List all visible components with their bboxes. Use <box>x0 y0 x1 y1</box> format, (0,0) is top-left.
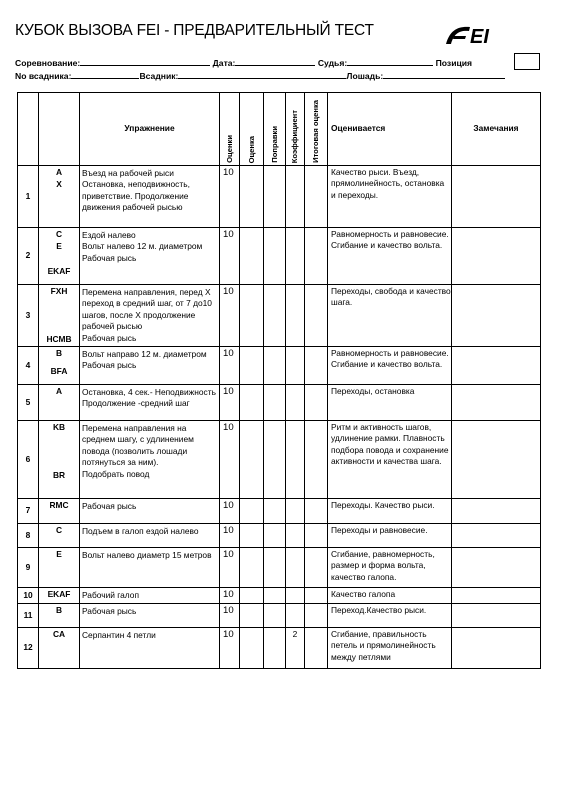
row-max-mark: 10 <box>220 166 240 228</box>
row-final-cell[interactable] <box>305 604 328 628</box>
exercise-line: Перемена направления, перед X переход в средний шаг, от 7 до10 шагов, после X продолжение рабочей рысью <box>82 287 212 332</box>
row-evaluated: Качество галопа <box>328 588 452 604</box>
marks-header: Оценки <box>220 93 240 166</box>
exercise-line: Рабочая рысь <box>82 501 137 511</box>
row-remarks-cell[interactable] <box>452 347 541 385</box>
arena-letter: EKAF <box>47 589 71 599</box>
row-final-cell[interactable] <box>305 385 328 421</box>
row-final-cell[interactable] <box>305 588 328 604</box>
row-mark-cell[interactable] <box>240 604 264 628</box>
row-correction-cell[interactable] <box>264 166 286 228</box>
row-correction-cell[interactable] <box>264 421 286 499</box>
row-evaluated: Равномерность и равновесие. Сгибание и качество вольта. <box>328 228 452 285</box>
row-final-cell[interactable] <box>305 548 328 588</box>
row-max-mark: 10 <box>220 347 240 385</box>
row-letters <box>39 421 80 499</box>
row-correction-cell[interactable] <box>264 499 286 524</box>
arena-letter: C <box>55 525 63 535</box>
row-letters <box>39 588 80 604</box>
table-row <box>18 588 541 604</box>
arena-letter: EKAF <box>47 265 71 276</box>
row-exercise <box>80 524 220 548</box>
row-correction-cell[interactable] <box>264 588 286 604</box>
table-row <box>18 421 541 499</box>
row-exercise <box>80 499 220 524</box>
row-max-mark: 10 <box>220 421 240 499</box>
num-header <box>18 93 39 166</box>
table-row <box>18 385 541 421</box>
exercise-line: Въезд на рабочей рыси <box>82 168 174 178</box>
row-evaluated: Переходы, остановка <box>328 385 452 421</box>
row-final-cell[interactable] <box>305 524 328 548</box>
arena-letter: E <box>56 549 62 559</box>
arena-letter: A <box>55 386 63 396</box>
row-letters <box>39 628 80 669</box>
row-number: 10 <box>18 588 39 604</box>
coefficient-header: Коэффициент <box>286 93 305 166</box>
row-letters <box>39 228 80 285</box>
row-exercise <box>80 228 220 285</box>
row-remarks-cell[interactable] <box>452 499 541 524</box>
row-coefficient <box>286 228 305 285</box>
horse-label: Лошадь: <box>346 71 384 81</box>
row-letters <box>39 524 80 548</box>
row-evaluated: Переход.Качество рыси. <box>328 604 452 628</box>
row-number: 2 <box>18 228 39 285</box>
row-remarks-cell[interactable] <box>452 524 541 548</box>
row-evaluated: Сгибание, правильность петель и прямолинейность между петлями <box>328 628 452 669</box>
exercise-line: Вольт налево 12 м. диаметром <box>82 241 203 252</box>
exercise-line: Вольт налево диаметр 15 метров <box>82 550 212 560</box>
row-evaluated: Переходы, свобода и качество шага. <box>328 285 452 347</box>
row-letters <box>39 385 80 421</box>
row-number: 6 <box>18 421 39 499</box>
exercise-line: Рабочая рысь <box>82 252 137 263</box>
row-max-mark: 10 <box>220 628 240 669</box>
arena-letter: E <box>56 241 62 252</box>
row-final-cell[interactable] <box>305 285 328 347</box>
row-correction-cell[interactable] <box>264 347 286 385</box>
row-letters <box>39 166 80 228</box>
row-number: 12 <box>18 628 39 669</box>
row-number: 7 <box>18 499 39 524</box>
score-table <box>17 92 541 669</box>
row-coefficient <box>286 166 305 228</box>
row-coefficient <box>286 588 305 604</box>
row-number: 5 <box>18 385 39 421</box>
row-remarks-cell[interactable] <box>452 228 541 285</box>
row-coefficient <box>286 604 305 628</box>
row-final-cell[interactable] <box>305 166 328 228</box>
letters-header <box>39 93 80 166</box>
row-mark-cell[interactable] <box>240 628 264 669</box>
position-label: Позиция <box>435 58 473 68</box>
row-final-cell[interactable] <box>305 421 328 499</box>
row-exercise <box>80 166 220 228</box>
table-row <box>18 628 541 669</box>
row-correction-cell[interactable] <box>264 385 286 421</box>
header-line-1 <box>15 57 472 68</box>
fei-logo-icon <box>440 24 515 46</box>
exercise-line: Подъем в галоп ездой налево <box>82 526 199 536</box>
arena-letter: BFA <box>50 366 68 377</box>
row-letters <box>39 285 80 347</box>
exercise-line: Рабочая рысь <box>82 360 137 371</box>
date-field[interactable] <box>235 57 315 66</box>
row-coefficient <box>286 421 305 499</box>
rider-field[interactable] <box>178 70 346 79</box>
row-max-mark: 10 <box>220 524 240 548</box>
row-exercise <box>80 285 220 347</box>
row-correction-cell[interactable] <box>264 548 286 588</box>
row-exercise <box>80 421 220 499</box>
row-exercise <box>80 588 220 604</box>
row-exercise <box>80 604 220 628</box>
row-remarks-cell[interactable] <box>452 628 541 669</box>
svg-text:EI: EI <box>470 26 489 46</box>
page-title: КУБОК ВЫЗОВА FEI - ПРЕДВАРИТЕЛЬНЫЙ ТЕСТ <box>15 22 374 39</box>
date-label: Дата: <box>212 58 236 68</box>
row-exercise <box>80 548 220 588</box>
row-coefficient <box>286 347 305 385</box>
exercise-line: Рабочий галоп <box>82 590 139 600</box>
row-number: 9 <box>18 548 39 588</box>
arena-letter: RMC <box>49 500 69 510</box>
row-number: 4 <box>18 347 39 385</box>
mark-header: Оценка <box>240 93 264 166</box>
table-header-row <box>18 93 541 166</box>
row-letters <box>39 499 80 524</box>
row-mark-cell[interactable] <box>240 588 264 604</box>
arena-letter: HCMB <box>46 334 72 345</box>
arena-letter: BR <box>52 470 66 481</box>
row-final-cell[interactable] <box>305 628 328 669</box>
row-correction-cell[interactable] <box>264 524 286 548</box>
exercise-line: Остановка, 4 сек.- Неподвижность <box>82 387 216 397</box>
row-mark-cell[interactable] <box>240 285 264 347</box>
arena-letter: C <box>55 229 63 239</box>
row-coefficient <box>286 524 305 548</box>
row-max-mark: 10 <box>220 285 240 347</box>
table-row <box>18 228 541 285</box>
row-remarks-cell[interactable] <box>452 588 541 604</box>
arena-letter: X <box>56 179 62 190</box>
header-line-2 <box>15 70 505 81</box>
arena-letter: FXH <box>50 286 68 296</box>
exercise-line: Перемена направления на среднем шагу, с удлинением повода (позволить лошади потянуться за ним). <box>82 423 194 468</box>
row-coefficient <box>286 285 305 347</box>
row-mark-cell[interactable] <box>240 385 264 421</box>
row-exercise <box>80 628 220 669</box>
rider-no-label: No всадника: <box>15 71 72 81</box>
row-max-mark: 10 <box>220 548 240 588</box>
row-letters <box>39 604 80 628</box>
row-max-mark: 10 <box>220 588 240 604</box>
row-evaluated: Переходы и равновесие. <box>328 524 452 548</box>
row-mark-cell[interactable] <box>240 548 264 588</box>
row-correction-cell[interactable] <box>264 228 286 285</box>
final-header: Итоговая оценка <box>305 93 328 166</box>
row-coefficient <box>286 499 305 524</box>
position-box[interactable] <box>514 53 540 70</box>
row-remarks-cell[interactable] <box>452 548 541 588</box>
arena-letter: KB <box>52 422 66 432</box>
row-mark-cell[interactable] <box>240 499 264 524</box>
row-mark-cell[interactable] <box>240 421 264 499</box>
row-remarks-cell[interactable] <box>452 166 541 228</box>
row-final-cell[interactable] <box>305 228 328 285</box>
competition-field[interactable] <box>80 57 210 66</box>
judge-field[interactable] <box>347 57 433 66</box>
row-exercise <box>80 347 220 385</box>
exercise-line: Остановка, неподвижность, приветствие. Продолжение движения рабочей рысью <box>82 179 190 213</box>
row-coefficient: 2 <box>286 628 305 669</box>
row-mark-cell[interactable] <box>240 347 264 385</box>
exercise-line: Рабочая рысь <box>82 606 137 616</box>
row-correction-cell[interactable] <box>264 628 286 669</box>
row-number: 11 <box>18 604 39 628</box>
exercise-line: Серпантин 4 петли <box>82 630 156 640</box>
row-max-mark: 10 <box>220 228 240 285</box>
row-remarks-cell[interactable] <box>452 421 541 499</box>
row-remarks-cell[interactable] <box>452 285 541 347</box>
row-number: 8 <box>18 524 39 548</box>
row-exercise <box>80 385 220 421</box>
row-mark-cell[interactable] <box>240 524 264 548</box>
corrections-header: Поправки <box>264 93 286 166</box>
row-coefficient <box>286 548 305 588</box>
row-max-mark: 10 <box>220 604 240 628</box>
competition-label: Соревнование: <box>15 58 81 68</box>
exercise-header: Упражнение <box>80 93 220 166</box>
row-final-cell[interactable] <box>305 347 328 385</box>
exercise-line: Продолжение -средний шаг <box>82 398 190 409</box>
row-max-mark: 10 <box>220 499 240 524</box>
row-evaluated: Ритм и активность шагов, удлинение рамки. Плавность подбора повода и сохранение активности и качества шага. <box>328 421 452 499</box>
arena-letter: CA <box>52 629 66 639</box>
row-evaluated: Сгибание, равномерность, размер и форма вольта, качество галопа. <box>328 548 452 588</box>
arena-letter: B <box>55 605 63 615</box>
row-coefficient <box>286 385 305 421</box>
row-correction-cell[interactable] <box>264 604 286 628</box>
evaluated-header: Оценивается <box>328 93 452 166</box>
row-mark-cell[interactable] <box>240 228 264 285</box>
remarks-header: Замечания <box>452 93 541 166</box>
rider-label: Всадник: <box>139 71 179 81</box>
row-evaluated: Качество рыси. Въезд, прямолинейность, остановка и переходы. <box>328 166 452 228</box>
judge-label: Судья: <box>317 58 348 68</box>
table-row <box>18 285 541 347</box>
row-letters <box>39 347 80 385</box>
arena-letter: A <box>55 167 63 177</box>
exercise-line: Подобрать повод <box>82 468 150 479</box>
table-row <box>18 166 541 228</box>
table-row <box>18 347 541 385</box>
table-row <box>18 604 541 628</box>
horse-field[interactable] <box>383 70 505 79</box>
rider-no-field[interactable] <box>71 70 139 79</box>
row-remarks-cell[interactable] <box>452 604 541 628</box>
exercise-line: Вольт направо 12 м. диаметром <box>82 349 207 359</box>
row-number: 1 <box>18 166 39 228</box>
row-remarks-cell[interactable] <box>452 385 541 421</box>
exercise-line: Рабочая рысь <box>82 332 137 343</box>
table-row <box>18 548 541 588</box>
row-correction-cell[interactable] <box>264 285 286 347</box>
row-mark-cell[interactable] <box>240 166 264 228</box>
arena-letter: B <box>55 348 63 358</box>
table-row <box>18 499 541 524</box>
fei-logo <box>440 24 515 46</box>
row-final-cell[interactable] <box>305 499 328 524</box>
table-row <box>18 524 541 548</box>
row-evaluated: Равномерность и равновесие. Сгибание и качество вольта. <box>328 347 452 385</box>
row-max-mark: 10 <box>220 385 240 421</box>
exercise-line: Ездой налево <box>82 230 136 240</box>
row-letters <box>39 548 80 588</box>
row-number: 3 <box>18 285 39 347</box>
row-evaluated: Переходы. Качество рыси. <box>328 499 452 524</box>
